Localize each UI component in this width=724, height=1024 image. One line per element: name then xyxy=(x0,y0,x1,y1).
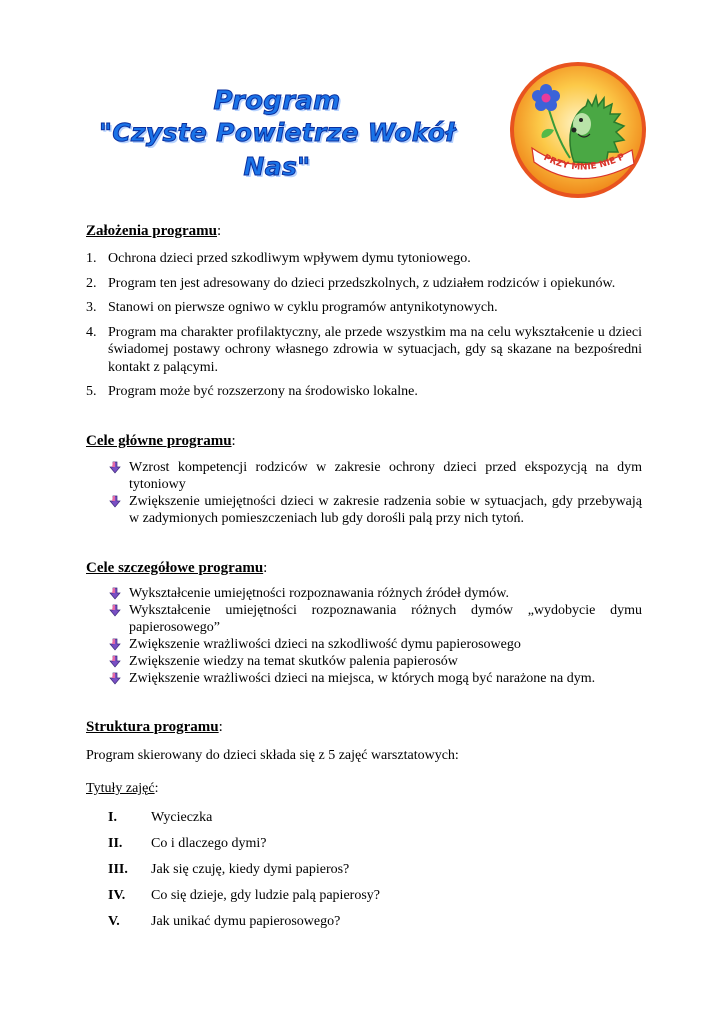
document-title xyxy=(82,86,472,184)
list-text: Program ten jest adresowany do dzieci przedszkolnych, z udziałem rodziców i opiekunów. xyxy=(108,275,616,291)
list-item xyxy=(108,862,508,888)
list-item xyxy=(86,275,642,293)
list-item xyxy=(108,459,642,493)
subheading-text: Tytuły zajęć xyxy=(86,781,155,796)
logo-banner-text: PRZY MNIE NIE P xyxy=(541,152,626,173)
list-number: 4. xyxy=(86,324,97,340)
list-text: Zwiększenie wiedzy na temat skutków palenia papierosów xyxy=(129,654,458,669)
list-text: Jak się czuję, kiedy dymi papieros? xyxy=(151,862,350,877)
list-item xyxy=(108,493,642,527)
list-text: Program ma charakter profilaktyczny, ale przede wszystkim ma na celu wykształcenie u dzieci świadomej postawy ochrony własnego zdrowia w sytuacjach, gdy są skazane na bezpośredni kontakt z palącymi. xyxy=(108,324,642,375)
list-text: Zwiększenie wrażliwości dzieci na szkodliwość dymu papierosowego xyxy=(129,637,521,652)
heading-cele-glowne xyxy=(86,433,236,450)
list-text: Ochrona dzieci przed szkodliwym wpływem dymu tytoniowego. xyxy=(108,251,471,266)
zalozenia-list xyxy=(86,250,642,408)
struktura-subheading xyxy=(86,781,159,797)
heading-colon: : xyxy=(216,223,222,239)
list-item xyxy=(108,602,642,636)
cele-szczegolowe-list xyxy=(108,585,642,687)
list-item xyxy=(108,888,508,914)
roman-number: V. xyxy=(108,914,120,929)
list-text: Program może być rozszerzony na środowisko lokalne. xyxy=(108,384,418,399)
arrow-bullet-icon xyxy=(108,655,122,669)
arrow-bullet-icon xyxy=(108,604,122,618)
heading-cele-szczegolowe xyxy=(86,560,267,577)
list-text: Wykształcenie umiejętności rozpoznawania różnych źródeł dymów. xyxy=(129,586,509,601)
roman-number: III. xyxy=(108,862,128,877)
hedgehog-flower-logo-icon xyxy=(508,60,648,200)
list-text: Wykształcenie umiejętności rozpoznawania różnych dymów „wydobycie dymu papierosowego” xyxy=(129,603,642,635)
roman-number: I. xyxy=(108,810,117,825)
list-item xyxy=(108,653,642,670)
tytuly-zajec-list xyxy=(108,810,508,940)
list-text: Co się dzieje, gdy ludzie palą papierosy? xyxy=(151,888,380,903)
list-text: Stanowi on pierwsze ogniwo w cyklu programów antynikotynowych. xyxy=(108,300,498,315)
list-item xyxy=(86,250,642,268)
heading-zalozenia-text: Założenia programu xyxy=(86,223,217,239)
list-item xyxy=(86,299,642,317)
arrow-bullet-icon xyxy=(108,495,122,509)
list-item xyxy=(86,324,642,377)
title-line-2: "Czyste Powietrze Wokół Nas" xyxy=(99,118,455,181)
list-item xyxy=(108,914,508,940)
list-item xyxy=(108,670,642,687)
heading-cele-szczegolowe-text: Cele szczegółowe programu xyxy=(86,560,264,576)
heading-colon: : xyxy=(263,560,268,576)
heading-zalozenia xyxy=(86,223,221,240)
list-text: Wzrost kompetencji rodziców w zakresie ochrony dzieci przed ekspozycją na dym tytoniowy xyxy=(129,460,642,492)
heading-colon: : xyxy=(231,433,236,449)
heading-struktura xyxy=(86,719,223,736)
list-item xyxy=(108,836,508,862)
roman-number: IV. xyxy=(108,888,126,903)
list-text: Zwiększenie wrażliwości dzieci na miejsca, w których mogą być narażone na dym. xyxy=(129,671,596,686)
heading-colon: : xyxy=(218,719,223,735)
arrow-bullet-icon xyxy=(108,461,122,475)
list-number: 5. xyxy=(86,384,97,399)
struktura-intro: Program skierowany do dzieci składa się z 5 zajęć warsztatowych: xyxy=(86,748,459,763)
list-text: Zwiększenie umiejętności dzieci w zakresie radzenia sobie w sytuacjach, gdy przebywają w zadymionych pomieszczeniach lub gdy dorośli palą przy nich tytoń. xyxy=(129,494,642,526)
list-item xyxy=(108,810,508,836)
list-number: 1. xyxy=(86,251,97,266)
heading-cele-glowne-text: Cele główne programu xyxy=(86,433,232,449)
list-text: Wycieczka xyxy=(151,810,213,825)
arrow-bullet-icon xyxy=(108,672,122,686)
list-item xyxy=(108,585,642,602)
arrow-bullet-icon xyxy=(108,638,122,652)
list-item xyxy=(86,383,642,401)
subheading-colon: : xyxy=(154,781,159,796)
roman-number: II. xyxy=(108,836,123,851)
arrow-bullet-icon xyxy=(108,587,122,601)
list-item xyxy=(108,636,642,653)
list-number: 2. xyxy=(86,275,97,291)
cele-glowne-list xyxy=(108,459,642,527)
list-text: Jak unikać dymu papierosowego? xyxy=(151,914,341,929)
title-line-1: Program xyxy=(213,86,341,116)
list-number: 3. xyxy=(86,300,97,315)
list-text: Co i dlaczego dymi? xyxy=(151,836,267,851)
heading-struktura-text: Struktura programu xyxy=(86,719,219,735)
